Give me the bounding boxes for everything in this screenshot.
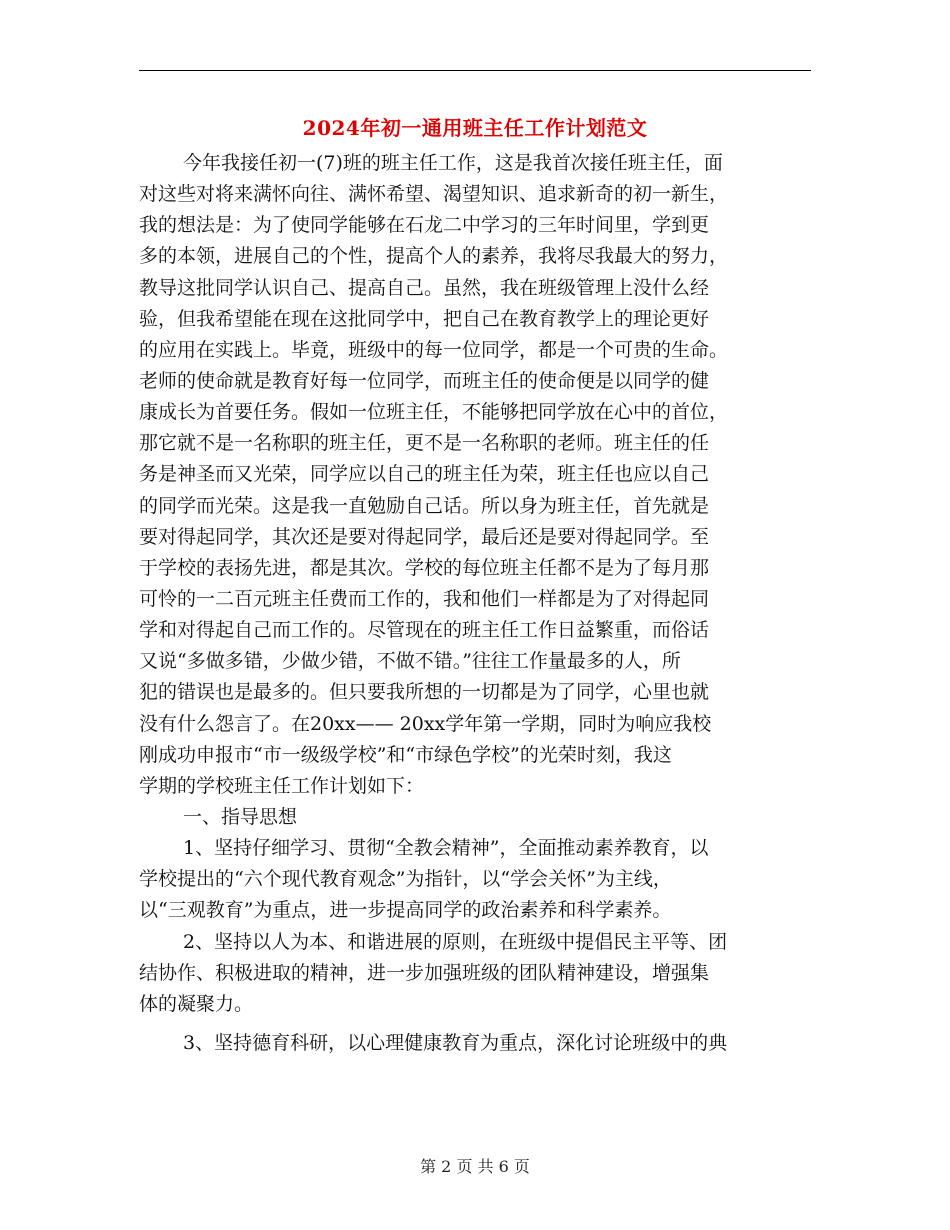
text-line: 又说“多做多错，少做少错，不做不错。”往往工作量最多的人，所 bbox=[139, 650, 681, 673]
text-line: 结协作、积极进取的精神，进一步加强班级的团队精神建设，增强集 bbox=[139, 961, 710, 984]
text-line: 多的本领，进展自己的个性，提高个人的素养，我将尽我最大的努力， bbox=[139, 245, 729, 268]
header-rule bbox=[139, 70, 811, 71]
text-line: 要对得起同学，其次还是要对得起同学，最后还是要对得起同学。至 bbox=[139, 525, 710, 548]
text-line: 我的想法是：为了使同学能够在石龙二中学习的三年时间里，学到更 bbox=[139, 214, 710, 237]
text-line: 康成长为首要任务。假如一位班主任，不能够把同学放在心中的首位， bbox=[139, 401, 729, 424]
text-line: 那它就不是一名称职的班主任，更不是一名称职的老师。班主任的任 bbox=[139, 432, 710, 455]
text-line: 1、坚持仔细学习、贯彻“全教会精神”，全面推动素养教育，以 bbox=[183, 837, 709, 860]
text-line: 犯的错误也是最多的。但只要我所想的一切都是为了同学，心里也就 bbox=[139, 681, 710, 704]
text-line: 刚成功申报市“市一级级学校”和“市绿色学校”的光荣时刻，我这 bbox=[139, 743, 672, 766]
text-line: 以“三观教育”为重点，进一步提高同学的政治素养和科学素养。 bbox=[139, 899, 672, 922]
text-line: 于学校的表扬先进，都是其次。学校的每位班主任都不是为了每月那 bbox=[139, 556, 710, 579]
text-line: 的同学而光荣。这是我一直勉励自己话。所以身为班主任，首先就是 bbox=[139, 494, 710, 517]
section-heading: 一、指导思想 bbox=[183, 805, 298, 828]
text-line: 老师的使命就是教育好每一位同学，而班主任的使命便是以同学的健 bbox=[139, 369, 710, 392]
text-line: 教导这批同学认识自己、提高自己。虽然，我在班级管理上没什么经 bbox=[139, 276, 710, 299]
text-line: 2、坚持以人为本、和谐进展的原则，在班级中提倡民主平等、团 bbox=[183, 930, 728, 953]
text-line: 3、坚持德育科研，以心理健康教育为重点，深化讨论班级中的典 bbox=[183, 1031, 728, 1054]
text-line: 今年我接任初一(7)班的班主任工作，这是我首次接任班主任，面 bbox=[183, 152, 723, 174]
text-line: 务是神圣而又光荣，同学应以自己的班主任为荣，班主任也应以自己 bbox=[139, 463, 710, 486]
document-title: 2024年初一通用班主任工作计划范文 bbox=[302, 116, 648, 140]
page-number: 第 2 页 共 6 页 bbox=[420, 1157, 530, 1176]
text-line: 的应用在实践上。毕竟，班级中的每一位同学，都是一个可贵的生命。 bbox=[139, 338, 729, 361]
text-line: 体的凝聚力。 bbox=[139, 992, 254, 1015]
text-line: 学期的学校班主任工作计划如下： bbox=[139, 774, 425, 797]
text-line: 学校提出的“六个现代教育观念”为指针，以“学会关怀”为主线， bbox=[139, 868, 672, 891]
text-line: 验，但我希望能在现在这批同学中，把自己在教育教学上的理论更好 bbox=[139, 307, 710, 330]
text-line: 学和对得起自己而工作的。尽管现在的班主任工作日益繁重，而俗话 bbox=[139, 619, 710, 642]
text-line: 没有什么怨言了。在20xx—— 20xx学年第一学期，同时为响应我校 bbox=[139, 712, 712, 735]
document-body bbox=[139, 148, 811, 1059]
text-line: 对这些对将来满怀向往、满怀希望、渴望知识、追求新奇的初一新生， bbox=[139, 183, 729, 206]
text-line: 可怜的一二百元班主任费而工作的，我和他们一样都是为了对得起同 bbox=[139, 587, 710, 610]
